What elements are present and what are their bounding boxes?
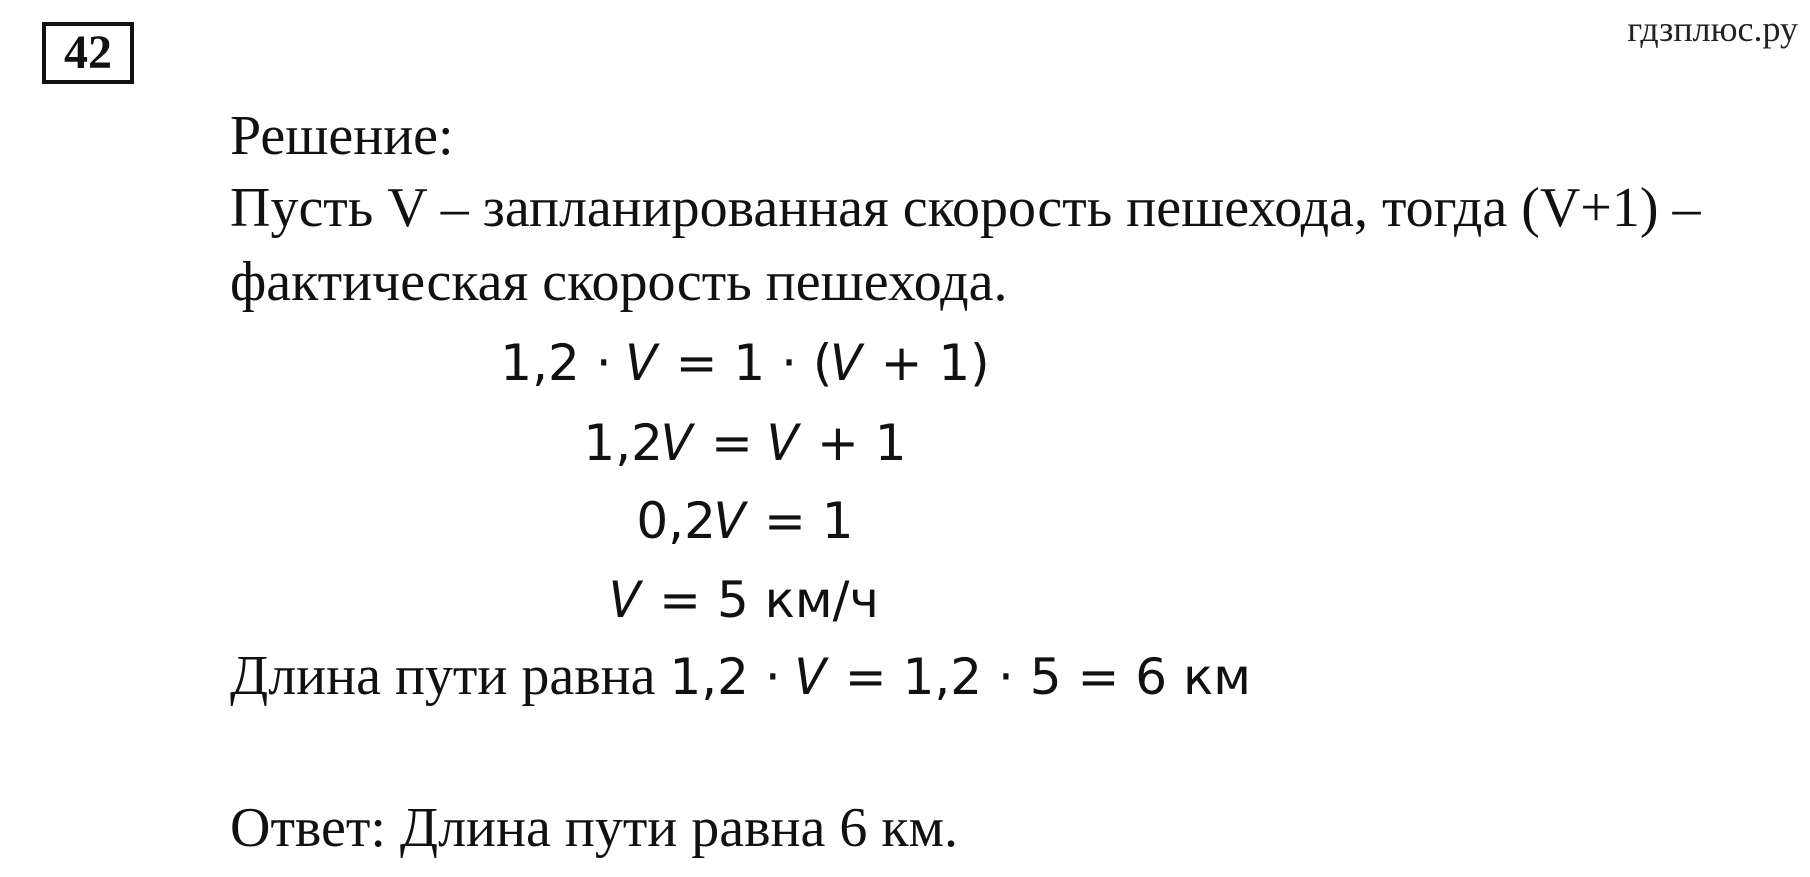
answer-line: Ответ: Длина пути равна 6 км. [230,797,959,859]
equation-3: 0,2𝑉 = 1 [636,492,854,550]
equation-2: 1,2𝑉 = 𝑉 + 1 [583,414,907,472]
problem-number: 42 [64,26,112,79]
problem-number-box [42,22,134,84]
paragraph-line-1: Пусть V – запланированная скорость пешехода, тогда (V+1) – [230,177,1701,239]
equation-4: 𝑉 = 5 км/ч [611,571,879,629]
path-length-expression: 1,2 · 𝑉 = 1,2 · 5 = 6 км [669,648,1251,706]
equation-1: 1,2 · 𝑉 = 1 · (𝑉 + 1) [500,334,990,392]
watermark: гдзплюс.ру [1627,9,1798,49]
paragraph-line-2: фактическая скорость пешехода. [230,251,1008,313]
solution-heading: Решение: [230,105,454,167]
path-length-prefix: Длина пути равна [230,645,670,707]
path-length-line [230,645,1251,707]
